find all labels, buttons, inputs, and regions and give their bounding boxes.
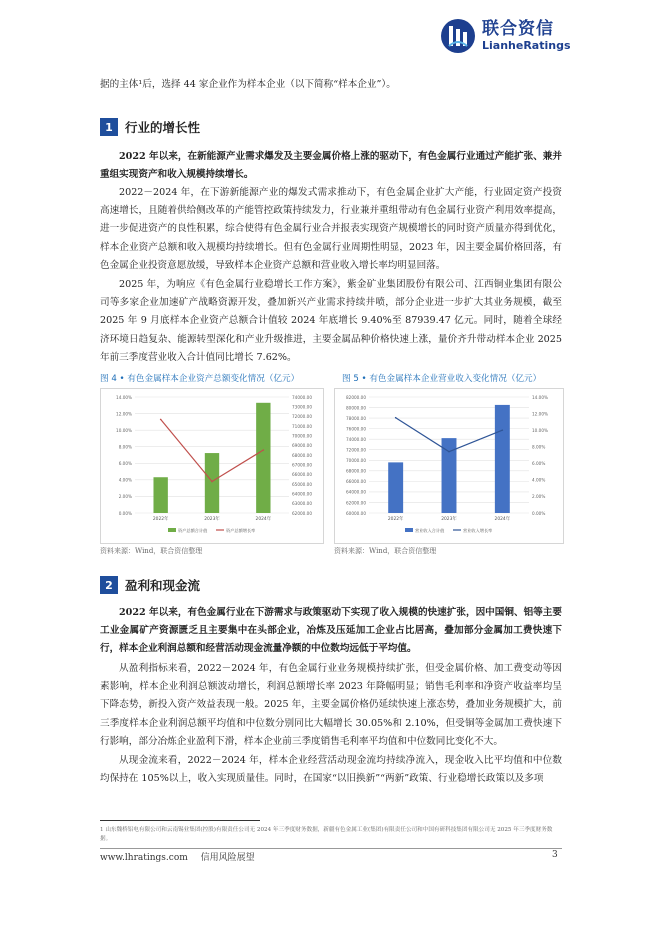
- left-axis-tick-label: 4.00%: [118, 477, 132, 483]
- right-axis-tick-label: 69000.00: [292, 443, 312, 449]
- legend-label: 营业收入增长率: [463, 528, 493, 533]
- right-axis-tick-label: 0.00%: [532, 510, 546, 516]
- left-axis-tick-label: 74000.00: [346, 436, 366, 442]
- left-axis-tick-label: 76000.00: [346, 426, 366, 432]
- logo-en-text: LianheRatings: [482, 39, 571, 52]
- right-axis-tick-label: 64000.00: [292, 491, 312, 497]
- section-heading-2: [100, 576, 200, 594]
- chart-point: [211, 481, 213, 483]
- chart-bar: [256, 403, 270, 513]
- chart-bar: [388, 462, 403, 513]
- asset-total-chart: [100, 388, 324, 544]
- chart-point: [448, 451, 450, 453]
- legend-label: 资产总额增长率: [226, 528, 256, 533]
- left-axis-tick-label: 2.00%: [118, 494, 132, 500]
- chart-point: [395, 417, 397, 419]
- left-axis-tick-label: 70000.00: [346, 458, 366, 464]
- right-axis-tick-label: 8.00%: [532, 444, 546, 450]
- right-axis-tick-label: 74000.00: [292, 394, 312, 400]
- intro-paragraph: 据的主体¹后，选择 44 家企业作为样本企业（以下简称“样本企业”）。: [100, 79, 396, 90]
- left-axis-tick-label: 0.00%: [118, 510, 132, 516]
- section1-paragraph-1: 2022－2024 年，在下游新能源产业的爆发式需求推动下，有色金属企业扩大产能，行业固定资产投资高速增长，且随着供给侧改革的产能管控政策持续发力，行业兼并重组带动有色金属行业资产利用效率提高，进一步促进资产的良性积累，综合使得有色金属行业合并报表实现资产规模增长的同时资产质量亦得到优化，样本企业资产总额和收入规模均持续增长。但有色金属行业周期性明显，2023 年，因主要金属价格回落，有色金属企业投资意愿放缓，导致样本企业资产总额和营业收入增长率均明显回落。: [100, 187, 562, 271]
- left-axis-tick-label: 60000.00: [346, 510, 366, 516]
- chart-point: [160, 419, 162, 421]
- section1-paragraph-2: 2025 年，为响应《有色金属行业稳增长工作方案》，紫金矿业集团股份有限公司、江西铜业集团有限公司等多家企业加速矿产战略资源开发，叠加新兴产业需求持续井喷，部分企业进一步扩大其业务规模，截至 2025 年 9 月底样本企业资产总额合计值较 2024 年底增长 9.40%至 87939.47 亿元。同时，随着全球经济环境日趋复杂、能源转型深化和产业升级推进，主要金属品种价格快速上涨，量价齐升带动样本企业 2025 年前三季度营业收入合计值同比增长 7.62%。: [100, 279, 562, 363]
- right-axis-tick-label: 72000.00: [292, 414, 312, 420]
- right-axis-tick-label: 65000.00: [292, 481, 312, 487]
- right-axis-tick-label: 70000.00: [292, 433, 312, 439]
- footer-website[interactable]: www.lhratings.com: [100, 853, 188, 863]
- left-axis-tick-label: 8.00%: [118, 444, 132, 450]
- right-axis-tick-label: 6.00%: [532, 461, 546, 467]
- revenue-chart: [334, 388, 564, 544]
- x-axis-tick-label: 2023年: [204, 517, 220, 522]
- chart-bar: [205, 453, 219, 513]
- section-title: 盈利和现金流: [125, 578, 201, 593]
- section2-paragraph-1: 从盈利指标来看，2022－2024 年，有色金属行业业务规模持续扩张，但受金属价格、加工费变动等因素影响，样本企业利润总额波动增长，利润总额增长率 2023 年降幅明显；销售毛利率和净资产收益率均呈下降态势，新投入资产效益表现一般。2025 年，主要金属价格仍延续快速上涨态势，叠加业务规模扩大，前三季度样本企业利润总额平均值和中位数分别同比大幅增长 30.05%和 2.10%，但受铜等金属加工费快速下行影响，部分冶炼企业盈利下滑，样本企业前三季度销售毛利率平均值和中位数同比变化不大。: [100, 663, 562, 747]
- left-axis-tick-label: 12.00%: [116, 411, 132, 417]
- right-axis-tick-label: 68000.00: [292, 452, 312, 458]
- figure5-source: 资料来源：Wind，联合资信整理: [334, 547, 437, 555]
- legend-label: 资产总额合计值: [178, 528, 208, 533]
- left-axis-tick-label: 14.00%: [116, 394, 132, 400]
- section-number: 2: [100, 576, 118, 594]
- left-axis-tick-label: 72000.00: [346, 447, 366, 453]
- x-axis-tick-label: 2024年: [494, 517, 511, 522]
- left-axis-tick-label: 66000.00: [346, 479, 366, 485]
- right-axis-tick-label: 2.00%: [532, 494, 546, 500]
- section2-paragraph-2: 从现金流来看，2022－2024 年，样本企业经营活动现金流均持续净流入，现金收入比平均值和中位数均保持在 105%以上，收入实现质量佳。同时，在国家“以旧换新”“两新”政策、行业稳增长政策以及多项: [100, 755, 562, 785]
- chart-point: [263, 449, 265, 451]
- right-axis-tick-label: 71000.00: [292, 423, 312, 429]
- chart-bar: [153, 477, 167, 513]
- footer-publication: 信用风险展望: [200, 853, 255, 863]
- x-axis-tick-label: 2022年: [387, 517, 404, 522]
- section-title: 行业的增长性: [125, 120, 201, 135]
- figure4-caption: 图 4 • 有色金属样本企业资产总额变化情况（亿元）: [100, 374, 300, 384]
- left-axis-tick-label: 10.00%: [116, 427, 132, 433]
- chart-point: [502, 429, 504, 431]
- page-number: 3: [552, 850, 558, 860]
- x-axis-tick-label: 2023年: [441, 517, 457, 522]
- section2-lead: 2022 年以来，有色金属行业在下游需求与政策驱动下实现了收入规模的快速扩张，因中国铜、铝等主要工业金属矿产资源匮乏且主要集中在头部企业，冶炼及压延加工企业占比居高，叠加部分金属加工费快速下行，样本企业利润总额和经营活动现金流量净额的中位数均远低于平均值。: [100, 607, 562, 655]
- right-axis-tick-label: 73000.00: [292, 404, 312, 410]
- figure5-caption: 图 5 • 有色金属样本企业营业收入变化情况（亿元）: [342, 374, 542, 384]
- left-axis-tick-label: 64000.00: [346, 489, 366, 495]
- left-axis-tick-label: 82000.00: [346, 394, 366, 400]
- legend-swatch-bar: [168, 528, 176, 532]
- right-axis-tick-label: 66000.00: [292, 472, 312, 478]
- right-axis-tick-label: 4.00%: [532, 477, 546, 483]
- right-axis-tick-label: 63000.00: [292, 501, 312, 507]
- footer-left: [100, 850, 265, 863]
- right-axis-tick-label: 14.00%: [532, 394, 548, 400]
- left-axis-tick-label: 80000.00: [346, 405, 366, 411]
- left-axis-tick-label: 6.00%: [118, 461, 132, 467]
- footnote-divider: [100, 820, 260, 821]
- section1-lead: 2022 年以来，在新能源产业需求爆发及主要金属价格上涨的驱动下，有色金属行业通过产能扩张、兼并重组实现资产和收入规模持续增长。: [100, 151, 562, 181]
- footer-divider: [100, 848, 562, 849]
- lianhe-logo-icon: [440, 18, 476, 54]
- chart-bar: [495, 405, 510, 513]
- right-axis-tick-label: 10.00%: [532, 427, 548, 433]
- left-axis-tick-label: 78000.00: [346, 415, 366, 421]
- left-axis-tick-label: 62000.00: [346, 500, 366, 506]
- section-number: 1: [100, 118, 118, 136]
- company-logo: [440, 18, 571, 54]
- right-axis-tick-label: 12.00%: [532, 411, 548, 417]
- legend-swatch-bar: [405, 528, 413, 532]
- x-axis-tick-label: 2024年: [255, 517, 272, 522]
- footnote: 1 山东魏桥铝电有限公司和云南锡业集团(控股)有限责任公司无 2024 年三季度财务数据，新疆有色金属工业(集团)有限责任公司和中国有研科技集团有限公司无 2025 年三季度财务数据。: [100, 827, 553, 842]
- logo-cn-text: 联合资信: [482, 19, 554, 39]
- right-axis-tick-label: 67000.00: [292, 462, 312, 468]
- section-heading-1: [100, 118, 200, 136]
- legend-label: 营业收入合计值: [415, 528, 445, 533]
- figure4-source: 资料来源：Wind，联合资信整理: [100, 547, 203, 555]
- left-axis-tick-label: 68000.00: [346, 468, 366, 474]
- right-axis-tick-label: 62000.00: [292, 510, 312, 516]
- x-axis-tick-label: 2022年: [152, 517, 169, 522]
